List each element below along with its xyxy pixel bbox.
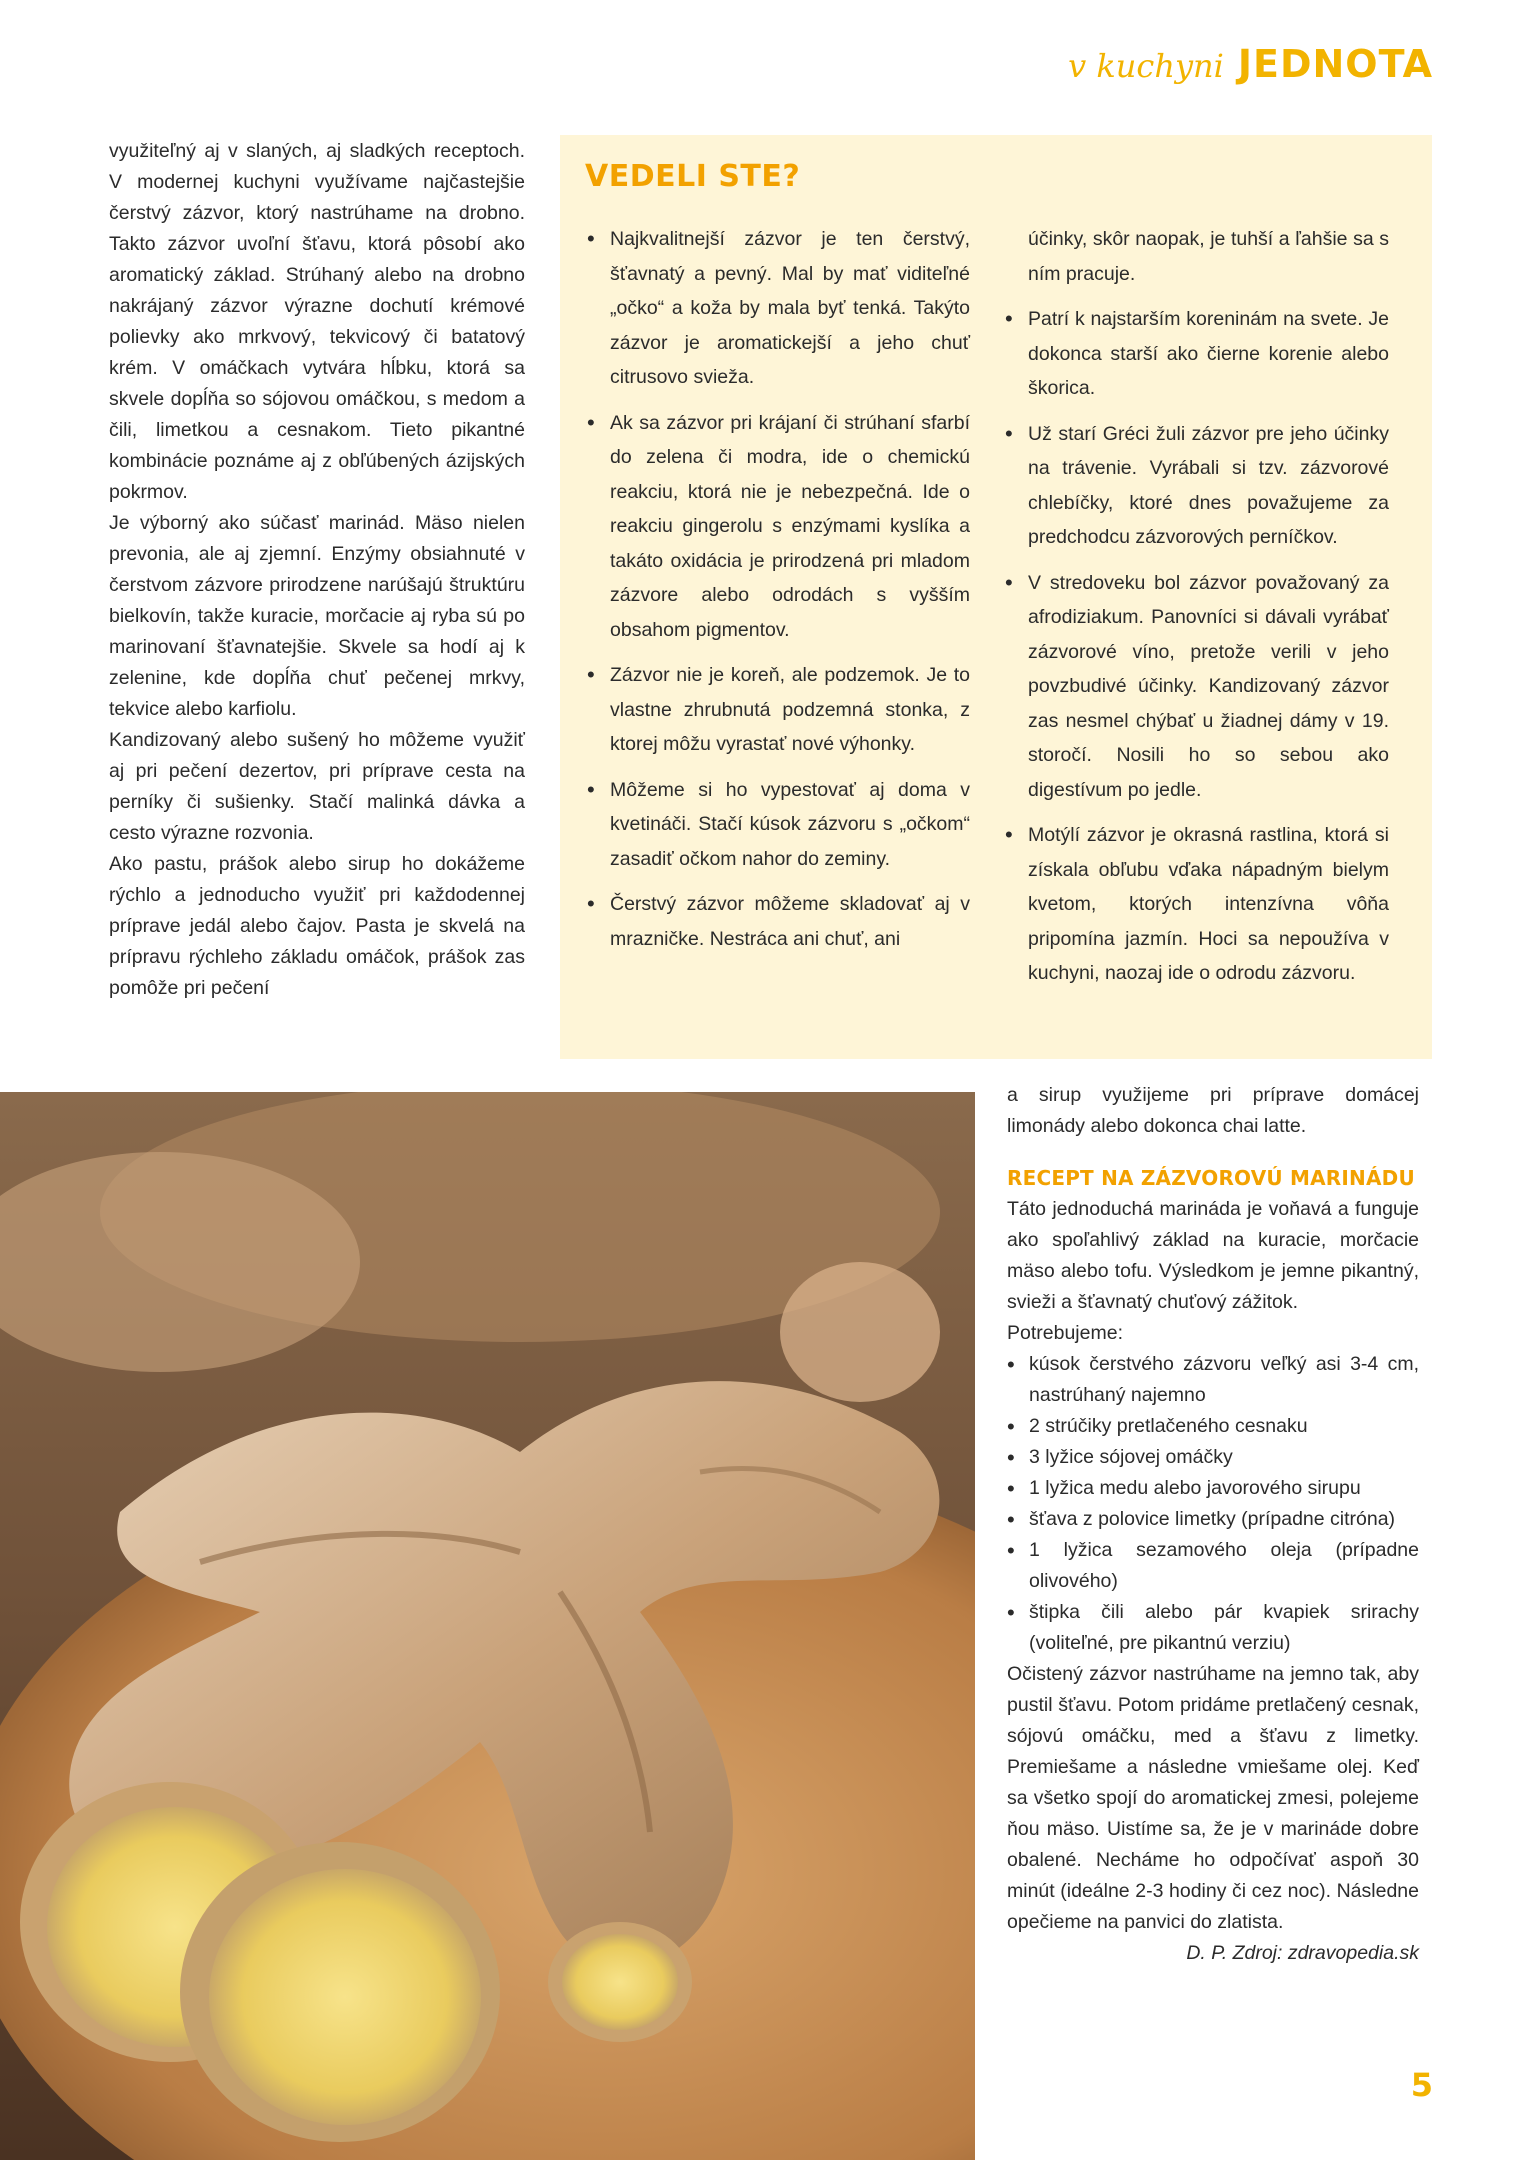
fact-item: • Čerstvý zázvor môžeme skladovať aj v mrazničke. Nestráca ani chuť, ani <box>586 887 970 956</box>
ingredient-item: • štipka čili alebo pár kvapiek srirachy (voliteľné, pre pikantnú verziu) <box>1007 1597 1419 1659</box>
fact-item: • Môžeme si ho vypestovať aj doma v kvetináči. Stačí kúsok zázvoru s „očkom“ zasadiť očkom nahor do zeminy. <box>586 773 970 877</box>
ginger-root-photo <box>0 1092 975 2160</box>
needs-label: Potrebujeme: <box>1007 1322 1123 1344</box>
paragraph: Ako pastu, prášok alebo sirup ho dokážeme rýchlo a jednoducho využiť pri každodennej príprave jedál alebo čajov. Pasta je skvelá na prípravu rýchleho základu omáčok, prášok zas pomôže pri pečení <box>109 853 525 999</box>
fact-item: • Motýlí zázvor je okrasná rastlina, ktorá si získala obľubu vďaka nápadným bielym kvetom, ktorých intenzívna vôňa pripomína jazmín. Hoci sa nepoužíva v kuchyni, naozaj ide o odrodu zázvoru. <box>1004 818 1389 991</box>
fact-item: • Patrí k najstarším koreninám na svete. Je dokonca starší ako čierne korenie alebo škorica. <box>1004 302 1389 406</box>
brand-logo: JEDNOTA <box>1237 42 1433 86</box>
ingredient-item: • kúsok čerstvého zázvoru veľký asi 3-4 cm, nastrúhaný najemno <box>1007 1349 1419 1411</box>
did-you-know-box <box>560 135 1432 1059</box>
page-header <box>1068 42 1433 86</box>
recipe-title: RECEPT NA ZÁZVOROVÚ MARINÁDU <box>1007 1166 1415 1190</box>
ingredient-item: • 1 lyžica sezamového oleja (prípadne olivového) <box>1007 1535 1419 1597</box>
box-title: VEDELI STE? <box>585 159 801 194</box>
ingredient-item: • 1 lyžica medu alebo javorového sirupu <box>1007 1473 1419 1504</box>
fact-item: • Už starí Gréci žuli zázvor pre jeho účinky na trávenie. Vyrábali si tzv. zázvorové chlebíčky, ktoré dnes považujeme za predchodcu zázvorových perníčkov. <box>1004 417 1389 555</box>
fact-item: • Najkvalitnejší zázvor je ten čerstvý, šťavnatý a pevný. Mal by mať viditeľné „očko“ a koža by mala byť tenká. Takýto zázvor je aromatickejší a jeho chuť citrusovo svieža. <box>586 222 970 395</box>
ingredients-list <box>1007 1349 1419 1659</box>
recipe-method: Očistený zázvor nastrúhame na jemno tak, aby pustil šťavu. Potom pridáme pretlačený cesnak, sójovú omáčku, med a šťavu z limetky. Premiešame a následne vmiešame olej. Keď sa všetko spojí do aromatickej zmesi, polejeme ňou mäso. Uistíme sa, že je v marináde dobre obalené. Necháme ho odpočívať aspoň 30 minút (ideálne 2-3 hodiny či cez noc). Následne opečieme na panvici do zlatista. <box>1007 1663 1419 1933</box>
right-column <box>1007 1080 1419 1969</box>
ingredient-item: • 2 strúčiky pretlačeného cesnaku <box>1007 1411 1419 1442</box>
facts-column-2 <box>1004 222 1389 1002</box>
facts-column-1 <box>586 222 970 967</box>
recipe-intro: Táto jednoduchá marináda je voňavá a funguje ako spoľahlivý základ na kuracie, morčacie mäso alebo tofu. Výsledkom je jemne pikantný, svieži a šťavnatý chuťový zážitok. <box>1007 1198 1419 1313</box>
left-column <box>109 136 525 1004</box>
ingredient-item: • šťava z polovice limetky (prípadne citróna) <box>1007 1504 1419 1535</box>
fact-item-continuation: účinky, skôr naopak, je tuhší a ľahšie sa s ním pracuje. <box>1028 228 1389 285</box>
paragraph: využiteľný aj v slaných, aj sladkých receptoch. V modernej kuchyni využívame najčastejšie čerstvý zázvor, ktorý nastrúhame na drobno. Takto zázvor uvoľní šťavu, ktorá pôsobí ako aromatický základ. Strúhaný alebo na drobno nakrájaný zázvor výrazne dochutí krémové polievky ako mrkvový, tekvicový či batatový krém. V omáčkach vytvára hĺbku, ktorá sa skvele dopĺňa so sójovou omáčkou, s medom a čili, limetkou a cesnakom. Tieto pikantné kombinácie poznáme aj z obľúbených ázijských pokrmov. <box>109 140 525 503</box>
ingredient-item: • 3 lyžice sójovej omáčky <box>1007 1442 1419 1473</box>
section-name: v kuchyni <box>1068 47 1224 85</box>
fact-item: • V stredoveku bol zázvor považovaný za afrodiziakum. Panovníci si dávali vyrábať zázvorové víno, pretože verili v jeho povzbudivé účinky. Kandizovaný zázvor zas nesmel chýbať u žiadnej dámy v 19. storočí. Nosili ho so sebou ako digestívum po jedle. <box>1004 566 1389 808</box>
fact-item: • Ak sa zázvor pri krájaní či strúhaní sfarbí do zelena či modra, ide o chemickú reakciu, ktorá nie je nebezpečná. Ide o reakciu gingerolu s enzýmami kyslíka a takáto oxidácia je prirodzená pri mladom zázvore alebo odrodách s vyšším obsahom pigmentov. <box>586 406 970 648</box>
page-number: 5 <box>1410 2066 1433 2104</box>
paragraph: a sirup využijeme pri príprave domácej limonády alebo dokonca chai latte. <box>1007 1084 1419 1137</box>
paragraph: Je výborný ako súčasť marinád. Mäso nielen prevonia, ale aj zjemní. Enzýmy obsiahnuté v čerstvom zázvore prirodzene narúšajú štruktúru bielkovín, takže kuracie, morčacie aj ryba sú po marinovaní šťavnatejšie. Skvele sa hodí aj k zelenine, kde dopĺňa chuť pečenej mrkvy, tekvice alebo karfiolu. <box>109 512 525 720</box>
paragraph: Kandizovaný alebo sušený ho môžeme využiť aj pri pečení dezertov, pri príprave cesta na perníky či sušienky. Stačí malinká dávka a cesto výrazne rozvonia. <box>109 729 525 844</box>
source-credit: D. P. Zdroj: zdravopedia.sk <box>1186 1942 1419 1964</box>
fact-item: • Zázvor nie je koreň, ale podzemok. Je to vlastne zhrubnutá podzemná stonka, z ktorej môžu vyrastať nové výhonky. <box>586 658 970 762</box>
